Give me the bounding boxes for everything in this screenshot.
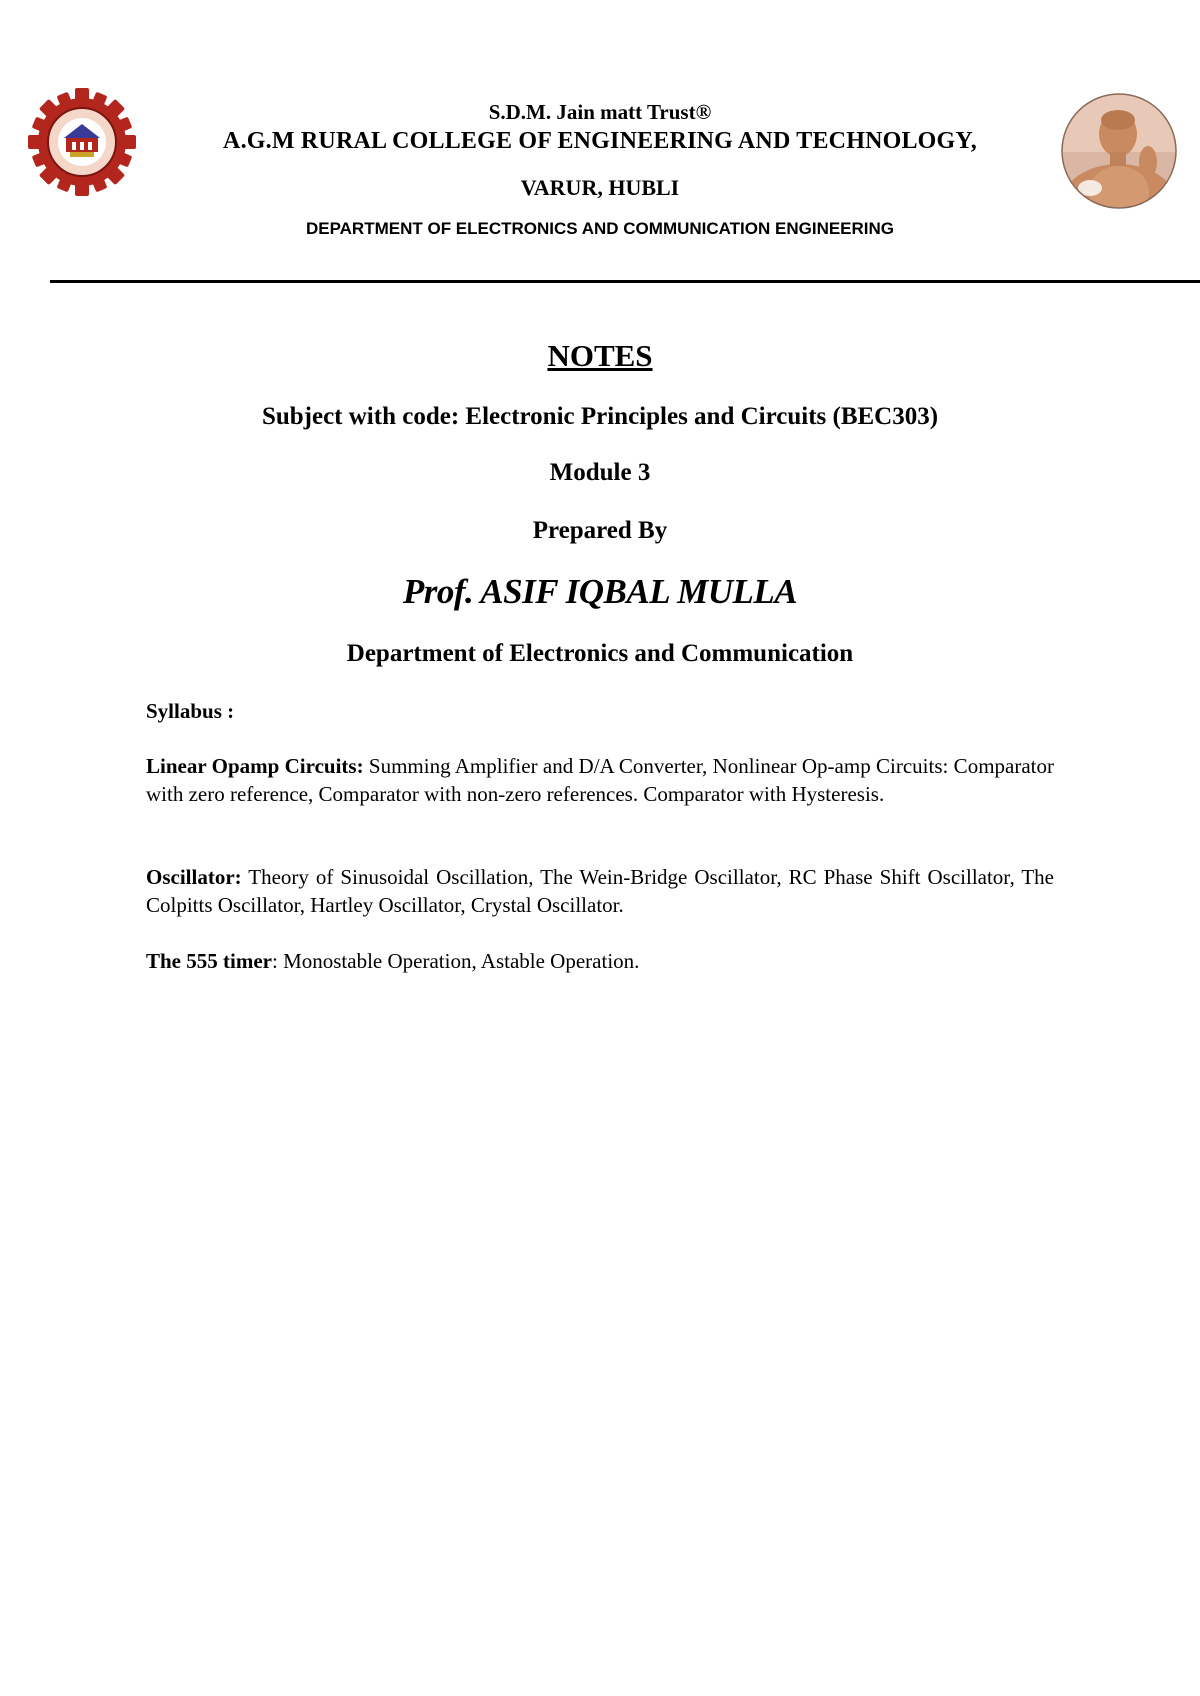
syllabus-paragraph <box>146 947 1054 975</box>
college-location: VARUR, HUBLI <box>520 175 680 200</box>
module-label: Module 3 <box>549 459 651 486</box>
syllabus-topic-text: : Monostable Operation, Astable Operation. <box>271 949 640 973</box>
subject-line: Subject with code: Electronic Principles and Circuits (BEC303) <box>261 403 939 430</box>
prepared-by-label: Prepared By <box>532 517 668 544</box>
department-name: Department of Electronics and Communication <box>346 640 854 667</box>
syllabus-paragraph <box>146 752 1054 808</box>
syllabus-topic-heading: The 555 timer <box>146 949 272 973</box>
syllabus-paragraph <box>146 863 1054 919</box>
syllabus-topic-text: Summing Amplifier and D/A Converter, Nonlinear Op-amp Circuits: Comparator with zero reference, Comparator with non-zero references. Comparator with Hysteresis. <box>146 754 1054 806</box>
college-name: A.G.M RURAL COLLEGE OF ENGINEERING AND TECHNOLOGY, <box>223 128 977 154</box>
syllabus-topic-heading: Linear Opamp Circuits: <box>146 754 364 778</box>
notes-title: NOTES <box>547 338 653 373</box>
header-divider <box>50 280 1200 283</box>
trust-name: S.D.M. Jain matt Trust® <box>488 100 712 124</box>
syllabus-label: Syllabus : <box>146 699 235 723</box>
author-name: Prof. ASIF IQBAL MULLA <box>402 572 798 611</box>
department-heading: DEPARTMENT OF ELECTRONICS AND COMMUNICATION ENGINEERING <box>305 219 895 238</box>
syllabus-topic-text: Theory of Sinusoidal Oscillation, The Wein-Bridge Oscillator, RC Phase Shift Oscillator, The Colpitts Oscillator, Hartley Oscillator, Crystal Oscillator. <box>146 865 1054 917</box>
syllabus-topic-heading: Oscillator: <box>146 865 242 889</box>
